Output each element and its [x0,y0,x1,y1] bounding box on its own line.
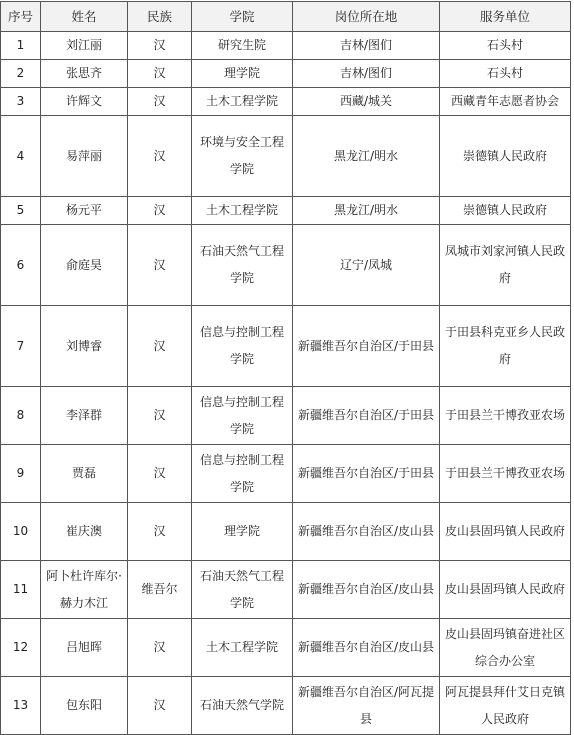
cell-location: 吉林/图们 [293,60,440,88]
cell-college: 理学院 [192,60,293,88]
cell-no: 8 [1,387,41,445]
cell-name: 崔庆澳 [41,503,128,561]
table-row [1,619,571,677]
cell-college: 信息与控制工程学院 [192,387,293,445]
cell-unit: 石头村 [440,60,571,88]
cell-unit: 凤城市刘家河镇人民政府 [440,225,571,306]
table-row [1,306,571,387]
cell-unit: 于田县兰干博孜亚农场 [440,387,571,445]
cell-location: 黑龙江/明水 [293,116,440,197]
cell-name: 张思齐 [41,60,128,88]
cell-college: 信息与控制工程学院 [192,445,293,503]
cell-no: 12 [1,619,41,677]
cell-unit: 皮山县固玛镇奋进社区综合办公室 [440,619,571,677]
cell-location: 新疆维吾尔自治区/于田县 [293,445,440,503]
cell-no: 5 [1,197,41,225]
table-row [1,88,571,116]
cell-ethnicity: 汉 [128,225,192,306]
cell-ethnicity: 汉 [128,445,192,503]
header-name: 姓名 [41,2,128,32]
cell-ethnicity: 汉 [128,197,192,225]
table-row [1,197,571,225]
cell-name: 阿卜杜许库尔·赫力木江 [41,561,128,619]
volunteer-table [0,1,571,735]
table-row [1,387,571,445]
cell-name: 俞庭昊 [41,225,128,306]
cell-location: 新疆维吾尔自治区/皮山县 [293,561,440,619]
cell-name: 刘博睿 [41,306,128,387]
cell-ethnicity: 汉 [128,116,192,197]
cell-location: 新疆维吾尔自治区/皮山县 [293,503,440,561]
cell-college: 土木工程学院 [192,88,293,116]
cell-no: 2 [1,60,41,88]
cell-ethnicity: 汉 [128,60,192,88]
cell-ethnicity: 汉 [128,306,192,387]
table-row [1,503,571,561]
cell-no: 9 [1,445,41,503]
cell-no: 3 [1,88,41,116]
cell-name: 包东阳 [41,677,128,735]
cell-ethnicity: 汉 [128,677,192,735]
cell-no: 11 [1,561,41,619]
cell-college: 土木工程学院 [192,619,293,677]
cell-unit: 皮山县固玛镇人民政府 [440,561,571,619]
cell-ethnicity: 汉 [128,619,192,677]
cell-college: 理学院 [192,503,293,561]
header-unit: 服务单位 [440,2,571,32]
cell-location: 西藏/城关 [293,88,440,116]
cell-unit: 崇德镇人民政府 [440,116,571,197]
cell-name: 贾磊 [41,445,128,503]
cell-location: 新疆维吾尔自治区/于田县 [293,306,440,387]
cell-no: 6 [1,225,41,306]
cell-no: 10 [1,503,41,561]
table-row [1,225,571,306]
cell-name: 吕旭晖 [41,619,128,677]
table-row [1,116,571,197]
cell-college: 石油天然气工程学院 [192,561,293,619]
cell-ethnicity: 汉 [128,88,192,116]
cell-college: 研究生院 [192,32,293,60]
cell-ethnicity: 汉 [128,503,192,561]
cell-college: 土木工程学院 [192,197,293,225]
cell-unit: 崇德镇人民政府 [440,197,571,225]
cell-no: 1 [1,32,41,60]
cell-unit: 于田县兰干博孜亚农场 [440,445,571,503]
cell-name: 李泽群 [41,387,128,445]
cell-location: 吉林/图们 [293,32,440,60]
cell-college: 环境与安全工程学院 [192,116,293,197]
cell-no: 13 [1,677,41,735]
cell-location: 黑龙江/明水 [293,197,440,225]
cell-unit: 于田县科克亚乡人民政府 [440,306,571,387]
cell-unit: 阿瓦提县拜什艾日克镇人民政府 [440,677,571,735]
table-row [1,677,571,735]
cell-unit: 石头村 [440,32,571,60]
cell-no: 7 [1,306,41,387]
cell-ethnicity: 汉 [128,387,192,445]
cell-college: 石油天然气工程学院 [192,225,293,306]
cell-college: 信息与控制工程学院 [192,306,293,387]
table-header-row [1,2,571,32]
cell-name: 许辉文 [41,88,128,116]
header-ethnicity: 民族 [128,2,192,32]
cell-location: 辽宁/凤城 [293,225,440,306]
cell-college: 石油天然气学院 [192,677,293,735]
table-row [1,60,571,88]
cell-ethnicity: 汉 [128,32,192,60]
cell-name: 刘江丽 [41,32,128,60]
cell-location: 新疆维吾尔自治区/于田县 [293,387,440,445]
cell-unit: 西藏青年志愿者协会 [440,88,571,116]
cell-location: 新疆维吾尔自治区/阿瓦提县 [293,677,440,735]
header-no: 序号 [1,2,41,32]
table-row [1,445,571,503]
cell-name: 易萍丽 [41,116,128,197]
cell-no: 4 [1,116,41,197]
cell-location: 新疆维吾尔自治区/皮山县 [293,619,440,677]
table-row [1,561,571,619]
cell-ethnicity: 维吾尔 [128,561,192,619]
cell-unit: 皮山县固玛镇人民政府 [440,503,571,561]
table-row [1,32,571,60]
header-location: 岗位所在地 [293,2,440,32]
header-college: 学院 [192,2,293,32]
cell-name: 杨元平 [41,197,128,225]
